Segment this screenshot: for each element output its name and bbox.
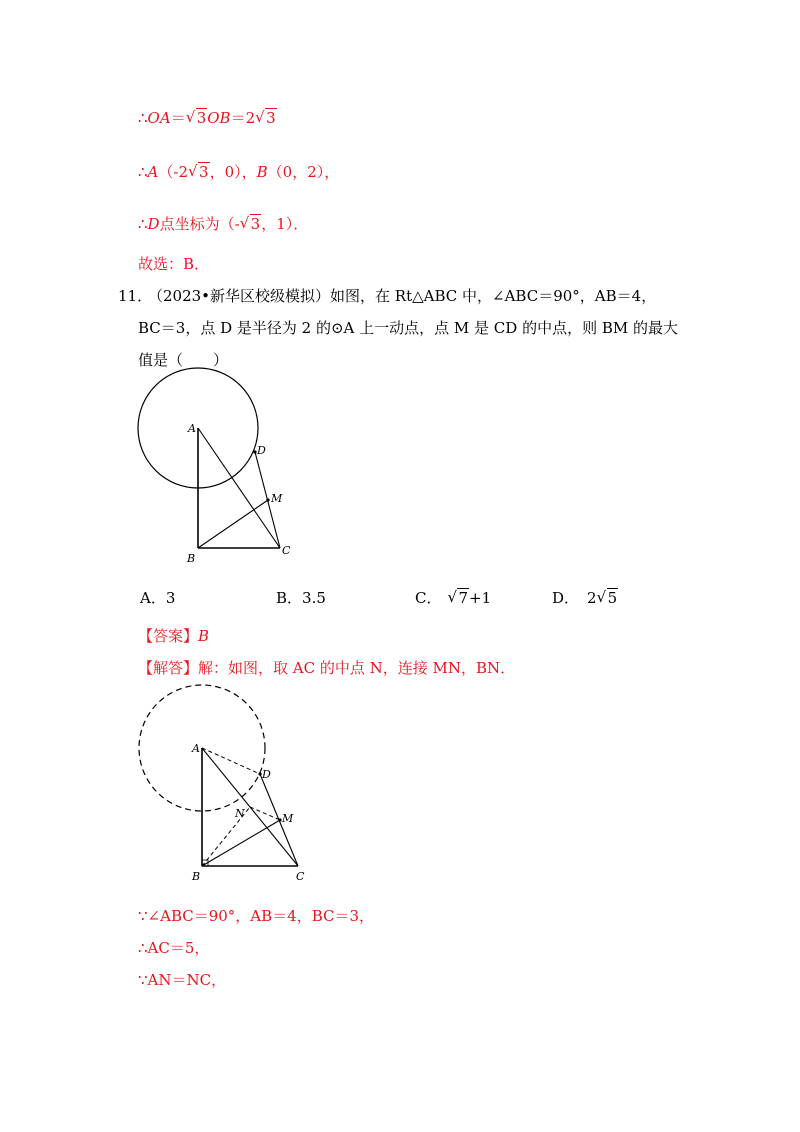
option-c <box>415 588 491 608</box>
point-b: B <box>256 163 268 181</box>
label-b: B <box>192 870 201 883</box>
answer-line <box>138 626 209 646</box>
paren-open: （ <box>158 163 174 181</box>
therefore-symbol: ∴ <box>138 163 148 181</box>
sqrt-radicand: 3 <box>196 109 207 127</box>
coord-b: （0，2）， <box>267 163 340 181</box>
label-d: D <box>262 768 271 781</box>
coefficient: 2 <box>245 109 256 127</box>
coord-rest: ，1）． <box>261 215 309 233</box>
solution-figure <box>130 692 320 892</box>
option-c-label: C． <box>415 589 442 607</box>
answer-label: 【答案】 <box>138 627 199 645</box>
option-a: A．3 <box>140 589 176 607</box>
coord-rest: ，0）， <box>209 163 257 181</box>
sqrt-7 <box>447 588 469 608</box>
sqrt-3 <box>240 214 262 234</box>
sqrt-3 <box>255 108 277 128</box>
solution-label: 【解答】 <box>138 659 199 677</box>
coord-text: 点坐标为（ <box>159 215 235 233</box>
label-a: A <box>188 422 196 435</box>
solution-step-1: ∵∠ABC＝90°，AB＝4，BC＝3， <box>138 907 375 925</box>
solution-text: 解：如图，取 AC 的中点 N，连接 MN，BN． <box>198 659 516 677</box>
sqrt-3 <box>186 108 208 128</box>
segment-mn-dashed <box>250 807 280 820</box>
sqrt-5 <box>597 588 619 608</box>
option-b: B．3.5 <box>276 589 326 607</box>
prev-solution-line-1 <box>138 108 277 128</box>
answer-value: B <box>198 627 210 645</box>
solution-step-2: ∴AC＝5， <box>138 939 210 957</box>
segment-ad-dashed <box>202 748 260 774</box>
segment-bm <box>202 820 280 866</box>
question-line-2: BC＝3，点 D 是半径为 2 的⊙A 上一动点，点 M 是 CD 的中点，则 BM 的最大 <box>138 319 678 337</box>
neg-sign: - <box>234 215 240 233</box>
label-c: C <box>282 544 291 557</box>
sqrt-radicand: 3 <box>199 163 209 181</box>
segment-ac <box>198 428 280 548</box>
prev-answer: 故选：B． <box>138 255 210 273</box>
label-c: C <box>296 870 305 883</box>
question-line-3: 值是（ ） <box>138 351 229 369</box>
label-d: D <box>257 444 266 457</box>
question-number: 11． <box>118 287 153 305</box>
sqrt-radicand: 5 <box>607 589 618 607</box>
term-oa: OA <box>147 109 171 127</box>
point-m-dot <box>266 498 269 501</box>
label-m: M <box>271 492 283 505</box>
label-n: N <box>235 807 245 820</box>
sqrt-3 <box>188 162 210 182</box>
option-d-label: D． <box>552 589 580 607</box>
sqrt-radicand: 7 <box>458 589 469 607</box>
option-d <box>552 588 618 608</box>
label-a: A <box>192 742 200 755</box>
option-c-rest: +1 <box>469 589 492 607</box>
label-m: M <box>282 812 294 825</box>
solution-line <box>138 658 515 678</box>
solution-step-3: ∵AN＝NC， <box>138 971 227 989</box>
prev-solution-line-2 <box>138 162 339 182</box>
therefore-symbol: ∴ <box>138 109 148 127</box>
question-line-1: （2023•新华区校级模拟）如图，在 Rt△ABC 中，∠ABC＝90°，AB＝4， <box>148 287 657 305</box>
prev-solution-line-3 <box>138 214 308 234</box>
equals-sign: ＝ <box>170 109 186 127</box>
term-ob: OB <box>207 109 231 127</box>
point-d: D <box>147 215 160 233</box>
option-d-coef: 2 <box>587 589 597 607</box>
point-a: A <box>147 163 159 181</box>
segment-bm <box>198 500 268 548</box>
neg-coefficient: -2 <box>173 163 189 181</box>
sqrt-radicand: 3 <box>266 109 276 127</box>
question-figure <box>130 380 310 570</box>
equals-sign: ＝ <box>230 109 246 127</box>
sqrt-radicand: 3 <box>250 215 261 233</box>
label-b: B <box>187 552 196 565</box>
therefore-symbol: ∴ <box>138 215 148 233</box>
